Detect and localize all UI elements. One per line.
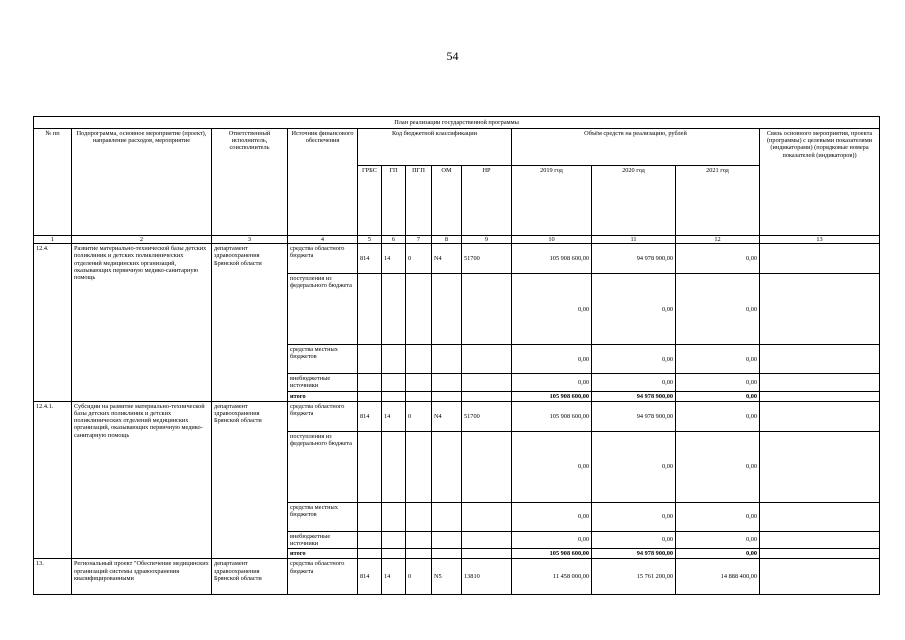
code-pgp <box>406 431 432 502</box>
responsible-executor: департамент здравоохранения Брянской области <box>212 244 288 402</box>
amount-y2019: 105 908 600,00 <box>512 391 592 401</box>
amount-y2020: 94 978 900,00 <box>592 401 676 431</box>
header-volume: Объём средств на реализацию, рублей <box>512 129 760 166</box>
funding-source: средства областного бюджета <box>288 244 358 274</box>
funding-source: поступления из федерального бюджета <box>288 274 358 345</box>
indicator-link <box>760 559 880 595</box>
code-om <box>432 274 462 345</box>
page-number: 54 <box>446 49 459 63</box>
code-nr: 51700 <box>462 401 512 431</box>
code-grbs <box>358 391 382 401</box>
header-2021: 2021 год <box>676 166 760 236</box>
funding-source: итого <box>288 549 358 559</box>
amount-y2020: 94 978 900,00 <box>592 391 676 401</box>
amount-y2020: 0,00 <box>592 502 676 531</box>
amount-y2020: 0,00 <box>592 431 676 502</box>
activity-name: Региональный проект "Обеспечение медицинских организаций системы здравоохранения квалифицированными <box>72 559 212 595</box>
amount-y2021: 0,00 <box>676 549 760 559</box>
amount-y2020: 0,00 <box>592 274 676 345</box>
code-pgp <box>406 374 432 391</box>
code-nr <box>462 345 512 374</box>
amount-y2021: 14 888 400,00 <box>676 559 760 595</box>
code-gp <box>382 431 406 502</box>
amount-y2019: 105 908 600,00 <box>512 401 592 431</box>
indicator-link <box>760 431 880 502</box>
column-number: 3 <box>212 236 288 244</box>
code-grbs <box>358 431 382 502</box>
code-nr: 51700 <box>462 244 512 274</box>
code-grbs <box>358 549 382 559</box>
code-grbs <box>358 274 382 345</box>
amount-y2019: 0,00 <box>512 502 592 531</box>
header-name: Подпрограмма, основное мероприятие (проект), направление расходов, мероприятие <box>72 129 212 236</box>
code-gp <box>382 274 406 345</box>
amount-y2020: 94 978 900,00 <box>592 549 676 559</box>
code-nr <box>462 374 512 391</box>
header-budget-code: Код бюджетной классификации <box>358 129 512 166</box>
header-2020: 2020 год <box>592 166 676 236</box>
table-row <box>34 244 880 274</box>
funding-source: внебюджетные источники <box>288 531 358 548</box>
amount-y2021: 0,00 <box>676 401 760 431</box>
header-grbs: ГРБС <box>358 166 382 236</box>
code-nr <box>462 531 512 548</box>
code-grbs: 814 <box>358 401 382 431</box>
responsible-executor: департамент здравоохранения Брянской области <box>212 401 288 559</box>
code-grbs <box>358 374 382 391</box>
code-pgp: 0 <box>406 244 432 274</box>
amount-y2019: 105 908 600,00 <box>512 244 592 274</box>
amount-y2019: 0,00 <box>512 345 592 374</box>
column-number: 9 <box>462 236 512 244</box>
amount-y2021: 0,00 <box>676 244 760 274</box>
header-source: Источник финансового обеспечения <box>288 129 358 236</box>
column-number: 1 <box>34 236 72 244</box>
funding-source: средства областного бюджета <box>288 559 358 595</box>
column-number: 10 <box>512 236 592 244</box>
indicator-link <box>760 549 880 559</box>
plan-table-wrapper <box>33 116 879 595</box>
code-gp <box>382 531 406 548</box>
code-pgp <box>406 391 432 401</box>
header-responsible: Ответственный исполнитель, соисполнитель <box>212 129 288 236</box>
code-grbs: 814 <box>358 244 382 274</box>
funding-source: итого <box>288 391 358 401</box>
code-gp <box>382 374 406 391</box>
column-number: 6 <box>382 236 406 244</box>
code-pgp <box>406 345 432 374</box>
code-om <box>432 549 462 559</box>
column-number: 13 <box>760 236 880 244</box>
header-gp: ГП <box>382 166 406 236</box>
code-gp: 14 <box>382 401 406 431</box>
amount-y2021: 0,00 <box>676 374 760 391</box>
column-number: 4 <box>288 236 358 244</box>
column-number: 7 <box>406 236 432 244</box>
amount-y2021: 0,00 <box>676 391 760 401</box>
header-no: № пп <box>34 129 72 236</box>
code-grbs <box>358 502 382 531</box>
code-gp <box>382 345 406 374</box>
amount-y2019: 0,00 <box>512 531 592 548</box>
code-om: N5 <box>432 559 462 595</box>
code-pgp: 0 <box>406 559 432 595</box>
column-number: 5 <box>358 236 382 244</box>
code-grbs: 814 <box>358 559 382 595</box>
indicator-link <box>760 502 880 531</box>
amount-y2020: 0,00 <box>592 374 676 391</box>
activity-name: Субсидии на развитие материально-технической базы детских поликлиник и детских поликлинических отделений медицинских организаций, оказывающих первичную медико-санитарную помощь <box>72 401 212 559</box>
code-nr <box>462 391 512 401</box>
header-om: ОМ <box>432 166 462 236</box>
table-title: План реализации государственной программы <box>34 117 880 129</box>
column-number: 8 <box>432 236 462 244</box>
amount-y2019: 0,00 <box>512 431 592 502</box>
code-om: N4 <box>432 401 462 431</box>
code-gp <box>382 549 406 559</box>
code-pgp: 0 <box>406 401 432 431</box>
code-nr <box>462 431 512 502</box>
column-number-row <box>34 236 880 244</box>
code-nr: 13810 <box>462 559 512 595</box>
funding-source: средства областного бюджета <box>288 401 358 431</box>
code-nr <box>462 274 512 345</box>
code-om <box>432 391 462 401</box>
code-pgp <box>406 549 432 559</box>
amount-y2019: 0,00 <box>512 374 592 391</box>
amount-y2021: 0,00 <box>676 431 760 502</box>
code-pgp <box>406 502 432 531</box>
indicator-link <box>760 274 880 345</box>
column-number: 11 <box>592 236 676 244</box>
amount-y2021: 0,00 <box>676 531 760 548</box>
row-number: 12.4. <box>34 244 72 402</box>
table-row <box>34 559 880 595</box>
code-gp <box>382 391 406 401</box>
responsible-executor: департамент здравоохранения Брянской области <box>212 559 288 595</box>
amount-y2019: 11 458 000,00 <box>512 559 592 595</box>
amount-y2021: 0,00 <box>676 502 760 531</box>
row-number: 13. <box>34 559 72 595</box>
indicator-link <box>760 374 880 391</box>
amount-y2020: 94 978 900,00 <box>592 244 676 274</box>
indicator-link <box>760 401 880 431</box>
funding-source: средства местных бюджетов <box>288 345 358 374</box>
header-link: Связь основного мероприятия, проекта (программы) с целевыми показателями (индикаторами) (порядковые номера показателей (индикаторов)) <box>760 129 880 236</box>
amount-y2019: 105 908 600,00 <box>512 549 592 559</box>
code-om <box>432 431 462 502</box>
indicator-link <box>760 345 880 374</box>
header-nr: НР <box>462 166 512 236</box>
row-number: 12.4.1. <box>34 401 72 559</box>
code-nr <box>462 549 512 559</box>
indicator-link <box>760 391 880 401</box>
amount-y2020: 0,00 <box>592 531 676 548</box>
header-pgp: ПГП <box>406 166 432 236</box>
code-om <box>432 345 462 374</box>
plan-table <box>33 116 880 595</box>
funding-source: внебюджетные источники <box>288 374 358 391</box>
header-2019: 2019 год <box>512 166 592 236</box>
code-gp: 14 <box>382 559 406 595</box>
code-pgp <box>406 531 432 548</box>
code-nr <box>462 502 512 531</box>
amount-y2019: 0,00 <box>512 274 592 345</box>
code-om <box>432 374 462 391</box>
code-grbs <box>358 345 382 374</box>
amount-y2020: 15 761 200,00 <box>592 559 676 595</box>
code-gp <box>382 502 406 531</box>
amount-y2021: 0,00 <box>676 274 760 345</box>
code-pgp <box>406 274 432 345</box>
funding-source: средства местных бюджетов <box>288 502 358 531</box>
indicator-link <box>760 531 880 548</box>
code-om <box>432 502 462 531</box>
code-om: N4 <box>432 244 462 274</box>
column-number: 2 <box>72 236 212 244</box>
table-row <box>34 401 880 431</box>
activity-name: Развитие материально-технической базы детских поликлиник и детских поликлинических отделений медицинских организаций, оказывающих первичную медико-санитарную помощь <box>72 244 212 402</box>
amount-y2020: 0,00 <box>592 345 676 374</box>
code-gp: 14 <box>382 244 406 274</box>
code-grbs <box>358 531 382 548</box>
code-om <box>432 531 462 548</box>
funding-source: поступления из федерального бюджета <box>288 431 358 502</box>
amount-y2021: 0,00 <box>676 345 760 374</box>
column-number: 12 <box>676 236 760 244</box>
indicator-link <box>760 244 880 274</box>
